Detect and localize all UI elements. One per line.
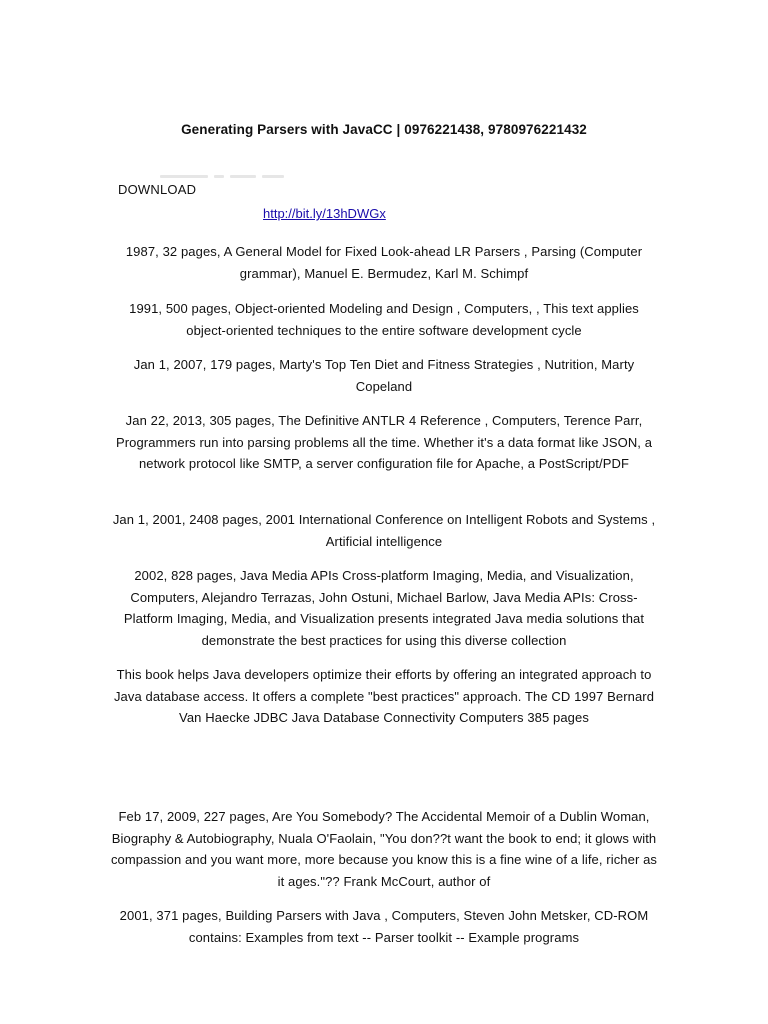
book-entry-1: 1987, 32 pages, A General Model for Fixed Look-ahead LR Parsers , Parsing (Computer grammar), Manuel E. Bermudez, Karl M. Schimpf	[125, 244, 643, 281]
book-entry-3: Jan 1, 2007, 179 pages, Marty's Top Ten Diet and Fitness Strategies , Nutrition, Marty Copeland	[133, 357, 635, 394]
download-link[interactable]: http://bit.ly/13hDWGx	[263, 206, 386, 221]
book-entry-9: 2001, 371 pages, Building Parsers with Java , Computers, Steven John Metsker, CD-ROM contains: Examples from text -- Parser toolkit -- Example programs	[119, 908, 649, 945]
book-entry-5: Jan 1, 2001, 2408 pages, 2001 International Conference on Intelligent Robots and Systems , Artificial intelligence	[112, 512, 656, 549]
book-entry-8: Feb 17, 2009, 227 pages, Are You Somebody? The Accidental Memoir of a Dublin Woman, Biography & Autobiography, Nuala O'Faolain, "You don??t want the book to end; it glows with compassion and you want more, more because you know this is a fine wine of a life, richer as it ages."?? Frank McCourt, author of	[110, 809, 658, 889]
download-label: DOWNLOAD	[118, 182, 197, 197]
document-title: Generating Parsers with JavaCC | 0976221438, 9780976221432	[181, 122, 587, 137]
book-entry-6: 2002, 828 pages, Java Media APIs Cross-platform Imaging, Media, and Visualization, Computers, Alejandro Terrazas, John Ostuni, Michael Barlow, Java Media APIs: Cross-Platform Imaging, Media, and Visualization presents integrated Java media solutions that demonstrate the best practices for using this diverse collection	[123, 568, 645, 648]
book-entry-2: 1991, 500 pages, Object-oriented Modeling and Design , Computers, , This text applies object-oriented techniques to the entire software development cycle	[129, 301, 639, 338]
faded-subtitle-line	[160, 170, 295, 182]
book-entry-7: This book helps Java developers optimize their efforts by offering an integrated approach to Java database access. It offers a complete "best practices" approach. The CD 1997 Bernard Van Haecke JDBC Java Database Connectivity Computers 385 pages	[113, 667, 655, 725]
book-entry-4: Jan 22, 2013, 305 pages, The Definitive ANTLR 4 Reference , Computers, Terence Parr, Programmers run into parsing problems all the time. Whether it's a data format like JSON, a network protocol like SMTP, a server configuration file for Apache, a PostScript/PDF	[115, 413, 653, 471]
